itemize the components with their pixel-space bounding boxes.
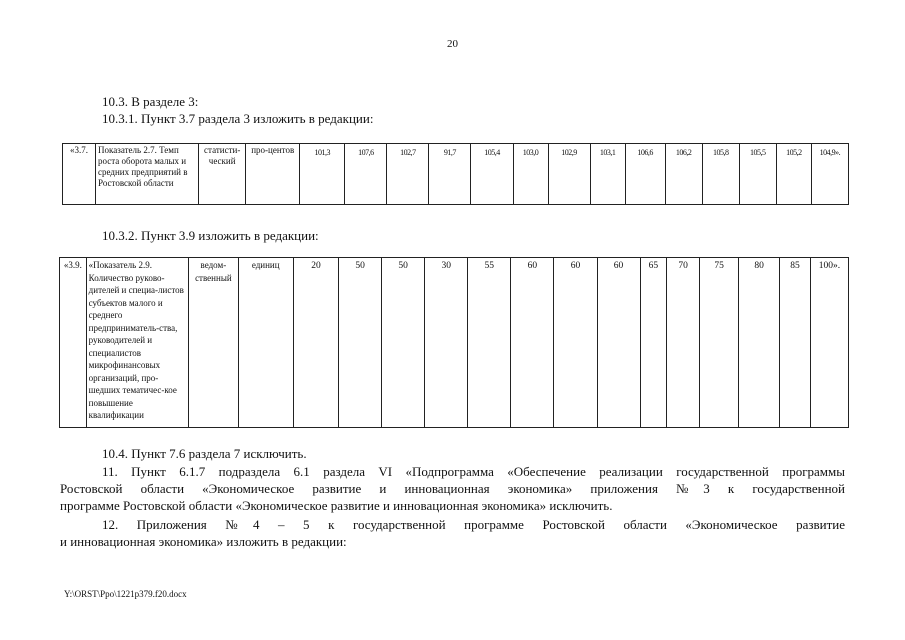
table-row bbox=[63, 144, 849, 205]
value-cell: 50 bbox=[382, 258, 425, 428]
value-cell: 106,2 bbox=[665, 144, 702, 205]
unit: единиц bbox=[238, 258, 293, 428]
table-point-3-9 bbox=[59, 257, 849, 428]
value-cell: 106,6 bbox=[625, 144, 665, 205]
item-11-line-3: программе Ростовской области «Экономическое развитие и инновационная экономика» исключить. bbox=[60, 498, 613, 513]
value-cell: 65 bbox=[640, 258, 667, 428]
item-10-4: 10.4. Пункт 7.6 раздела 7 исключить. bbox=[102, 446, 307, 461]
indicator-name: «Показатель 2.9. Количество руково-дителей и специа-листов субъектов малого и среднего предприниматель-ства, руководителей и специалистов микрофинансовых организаций, про-шедших тематичес-кое повышение квалификации bbox=[86, 258, 189, 428]
data-source: ведом-ственный bbox=[189, 258, 238, 428]
row-number: «3.7. bbox=[63, 144, 96, 205]
item-12-line-2: и инновационная экономика» изложить в редакции: bbox=[60, 534, 347, 549]
data-source: статисти-ческий bbox=[199, 144, 246, 205]
value-cell: 103,0 bbox=[513, 144, 548, 205]
value-cell: 70 bbox=[667, 258, 700, 428]
value-cell: 105,8 bbox=[702, 144, 739, 205]
value-cell: 104,9». bbox=[811, 144, 848, 205]
value-cell: 55 bbox=[468, 258, 511, 428]
value-cell: 60 bbox=[511, 258, 554, 428]
item-11-line-2: Ростовской области «Экономическое развитие и инновационная экономика» приложения №3 к государственной bbox=[60, 481, 845, 496]
value-cell: 85 bbox=[780, 258, 811, 428]
indicator-name: Показатель 2.7. Темп роста оборота малых и средних предприятий в Ростовской области bbox=[96, 144, 199, 205]
value-cell: 20 bbox=[293, 258, 338, 428]
value-cell: 102,9 bbox=[548, 144, 590, 205]
item-11-line-1: 11. Пункт 6.1.7 подраздела 6.1 раздела VI «Подпрограмма «Обеспечение реализации государственной программы bbox=[102, 464, 845, 479]
footer-file-path: Y:\ORST\Ppo\1221p379.f20.docx bbox=[64, 589, 187, 599]
value-cell: 103,1 bbox=[590, 144, 625, 205]
unit: про-центов bbox=[246, 144, 300, 205]
value-cell: 60 bbox=[554, 258, 597, 428]
value-cell: 105,4 bbox=[471, 144, 513, 205]
value-cell: 60 bbox=[597, 258, 640, 428]
item-12-line-1: 12. Приложения №4 – 5 к государственной программе Ростовской области «Экономическое развитие bbox=[102, 517, 845, 532]
value-cell: 80 bbox=[739, 258, 780, 428]
value-cell: 105,2 bbox=[776, 144, 811, 205]
value-cell: 107,6 bbox=[345, 144, 387, 205]
value-cell: 101,3 bbox=[300, 144, 345, 205]
value-cell: 105,5 bbox=[739, 144, 776, 205]
value-cell: 91,7 bbox=[429, 144, 471, 205]
value-cell: 75 bbox=[700, 258, 739, 428]
value-cell: 50 bbox=[339, 258, 382, 428]
value-cell: 100». bbox=[810, 258, 848, 428]
section-heading: 10.3. В разделе 3: bbox=[102, 94, 199, 109]
value-cell: 102,7 bbox=[387, 144, 429, 205]
page-number: 20 bbox=[447, 38, 458, 50]
row-number: «3.9. bbox=[60, 258, 87, 428]
table-point-3-7 bbox=[62, 143, 849, 205]
point-3-7-heading: 10.3.1. Пункт 3.7 раздела 3 изложить в редакции: bbox=[102, 111, 374, 126]
point-3-9-heading: 10.3.2. Пункт 3.9 изложить в редакции: bbox=[102, 228, 319, 243]
table-row bbox=[60, 258, 849, 428]
value-cell: 30 bbox=[425, 258, 468, 428]
